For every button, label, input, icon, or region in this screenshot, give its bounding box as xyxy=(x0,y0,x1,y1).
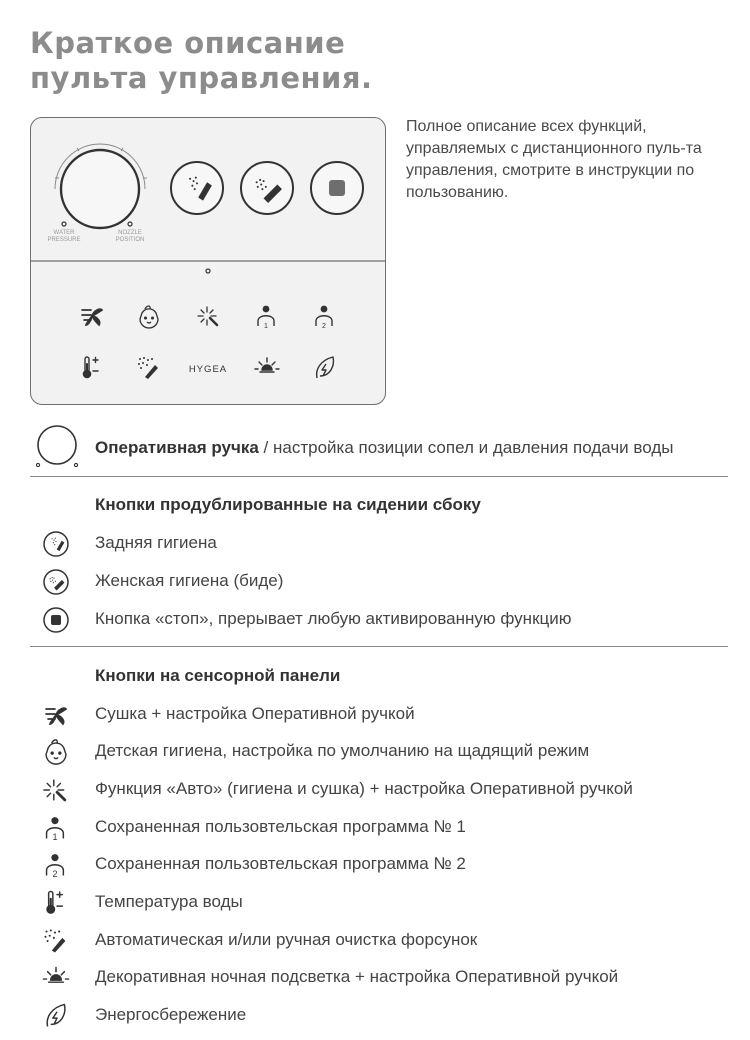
child-icon xyxy=(36,737,76,767)
list-item-nozzle-clean xyxy=(0,923,750,957)
list-item-label: Автоматическая и/или ручная очистка форсунок xyxy=(95,930,478,949)
nozzle-clean-icon xyxy=(138,357,158,379)
intro-text: Полное описание всех функций, управляемых с дистанционного пуль-та управления, смотрите в инструкции по пользованию. xyxy=(406,118,702,201)
list-item-auto xyxy=(0,772,750,806)
list-item-user-1 xyxy=(0,810,750,844)
bidet-button xyxy=(241,162,293,214)
list-item-label: Сохраненная пользовтельская программа № 1 xyxy=(95,817,466,836)
remote-control-illustration xyxy=(30,117,386,405)
title-line-2: пульта управления. xyxy=(30,61,373,95)
nozzle-position-label-2: POSITION xyxy=(115,237,145,243)
list-item-label: Задняя гигиена xyxy=(95,533,217,552)
divider xyxy=(30,646,728,647)
bidet-icon xyxy=(36,567,76,597)
list-item-label: Кнопка «стоп», прерывает любую активированную функцию xyxy=(95,609,572,628)
eco-icon xyxy=(36,1001,76,1031)
list-item-temperature xyxy=(0,885,750,919)
list-item-label: Энергосбережение xyxy=(95,1005,247,1024)
water-pressure-label-1: WATER xyxy=(53,230,75,236)
knob-description-rest: / настройка позиции сопел и давления подачи воды xyxy=(258,438,674,457)
list-item-child xyxy=(0,734,750,768)
user-1-icon xyxy=(36,813,76,843)
eco-icon xyxy=(317,357,334,378)
auto-icon xyxy=(198,307,217,325)
svg-text:2: 2 xyxy=(52,869,58,879)
brand-label: HYGEA xyxy=(188,364,228,375)
stop-icon xyxy=(36,605,76,635)
water-pressure-label-2: PRESSURE xyxy=(47,237,81,243)
nozzle-position-label-1: NOZZLE xyxy=(118,230,142,236)
rear-hygiene-button xyxy=(171,162,223,214)
auto-icon xyxy=(36,775,76,805)
list-item-label: Температура воды xyxy=(95,892,243,911)
night-light-icon xyxy=(255,358,279,372)
list-item-label: Сохраненная пользовтельская программа № 2 xyxy=(95,854,466,873)
knob-description-bold: Оперативная ручка xyxy=(95,438,259,457)
title-line-1: Краткое описание xyxy=(30,26,346,60)
nozzle-clean-icon xyxy=(36,926,76,956)
section-side-heading: Кнопки продублированные на сидении сбоку xyxy=(95,495,481,514)
list-item-label: Декоративная ночная подсветка + настройка Оперативной ручкой xyxy=(95,967,619,986)
list-item-label: Женская гигиена (биде) xyxy=(95,571,284,590)
knob-description xyxy=(95,438,673,458)
svg-text:2: 2 xyxy=(322,323,326,330)
night-light-icon xyxy=(36,963,76,993)
list-item-night-light xyxy=(0,960,750,994)
svg-text:1: 1 xyxy=(52,832,58,842)
page-title xyxy=(30,26,373,96)
list-item-bidet xyxy=(0,564,750,598)
operative-knob-icon xyxy=(55,144,147,228)
dryer-icon xyxy=(36,700,76,730)
svg-text:1: 1 xyxy=(264,323,268,330)
list-item-rear-hygiene xyxy=(0,526,750,560)
temperature-icon xyxy=(36,888,76,918)
list-item-stop xyxy=(0,602,750,636)
list-item-label: Функция «Авто» (гигиена и сушка) + настройка Оперативной ручкой xyxy=(95,779,633,798)
stop-button xyxy=(311,162,363,214)
child-icon xyxy=(140,306,158,328)
rear-hygiene-icon xyxy=(36,529,76,559)
section-touch-heading: Кнопки на сенсорной панели xyxy=(95,666,341,685)
list-item-user-2 xyxy=(0,847,750,881)
user-2-icon xyxy=(36,850,76,880)
list-item-dryer xyxy=(0,697,750,731)
list-item-label: Сушка + настройка Оперативной ручкой xyxy=(95,704,415,723)
divider xyxy=(30,476,728,477)
dryer-icon xyxy=(82,309,102,325)
indicator-dot xyxy=(206,269,210,273)
operative-knob-small-icon xyxy=(30,425,84,471)
list-item-eco xyxy=(0,998,750,1032)
knob-description-row xyxy=(0,425,750,469)
temperature-icon xyxy=(83,357,98,378)
list-item-label: Детская гигиена, настройка по умолчанию на щадящий режим xyxy=(95,741,590,760)
